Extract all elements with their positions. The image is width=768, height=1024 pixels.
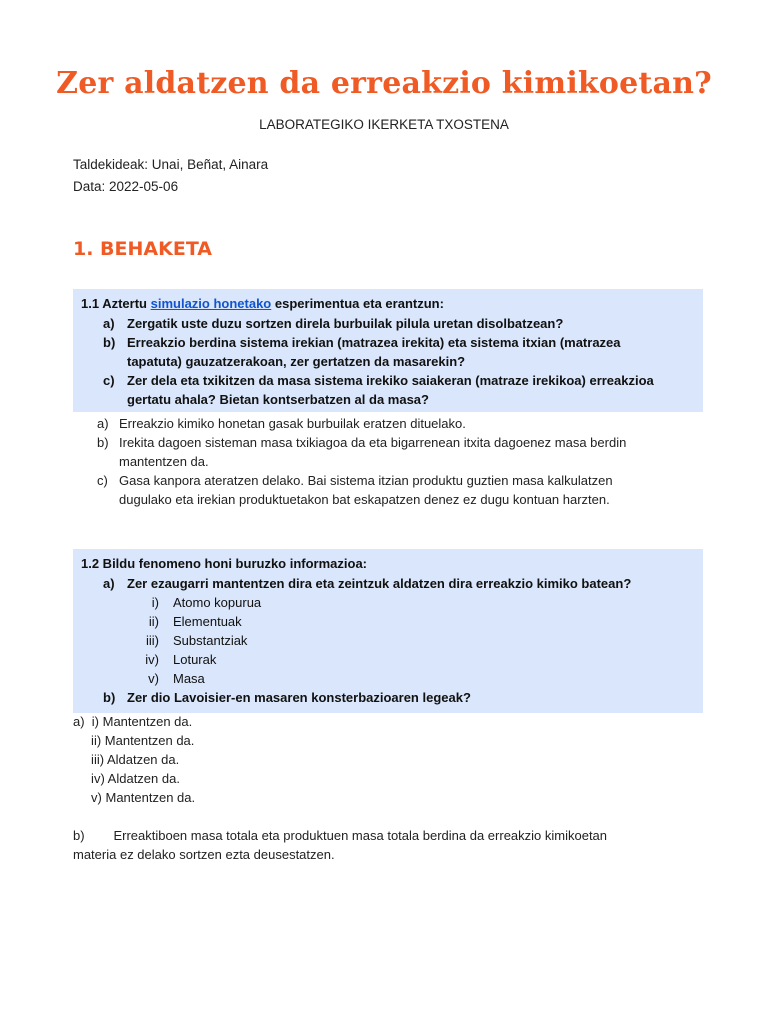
answers-1-2-a (73, 712, 195, 807)
sub-item (81, 612, 695, 631)
answer-item-text: Gasa kanpora ateratzen delako. Bai sistema itzian produktu guztien masa kalkulatzen (119, 473, 613, 488)
simulation-link[interactable]: simulazio honetako (150, 296, 272, 311)
question-1-1-heading (81, 294, 695, 314)
sub-item-label: i) (151, 595, 159, 610)
question-item-text: tapatuta) gauzatzerakoan, zer gertatzen da masarekin? (127, 354, 466, 369)
answers-1-1 (73, 414, 673, 509)
sub-item (81, 593, 695, 612)
document-title: Zer aldatzen da erreakzio kimikoetan? (56, 66, 712, 101)
sub-item-text: Elementuak (173, 614, 242, 629)
answer-line: materia ez delako sortzen ezta deusestatzen. (73, 847, 335, 862)
question-item-text: Zer dio Lavoisier-en masaren konsterbazioaren legeak? (127, 690, 471, 705)
question-item (81, 371, 695, 409)
answer-line: v) Mantentzen da. (73, 790, 196, 805)
sub-item-label: v) (148, 671, 159, 686)
sub-item-text: Masa (173, 671, 205, 686)
answer-1-2-b (73, 826, 607, 864)
answer-item (73, 414, 673, 433)
answer-item-label: c) (97, 473, 108, 488)
question-box-1-1 (73, 289, 703, 412)
section-heading-behaketa: 1. BEHAKETA (73, 238, 213, 260)
document-subtitle: LABORATEGIKO IKERKETA TXOSTENA (259, 117, 509, 132)
question-item-text: Zer dela eta txikitzen da masa sistema irekiko saiakeran (matraze irekikoa) erreakzioa (127, 373, 654, 388)
answer-item-text: mantentzen da. (119, 454, 209, 469)
answer-item-label: a) (97, 416, 109, 431)
sub-item-text: Substantziak (173, 633, 248, 648)
question-item (81, 688, 695, 707)
answer-item (73, 433, 673, 471)
sub-item-text: Loturak (173, 652, 217, 667)
answer-item-text: Irekita dagoen sisteman masa txikiagoa da eta bigarrenean itxita dagoenez masa berdin (119, 435, 627, 450)
sub-item (81, 650, 695, 669)
sub-item (81, 669, 695, 688)
question-item-label: b) (103, 335, 116, 350)
answer-line: iii) Aldatzen da. (73, 752, 180, 767)
question-item-label: b) (103, 690, 116, 705)
question-1-2-heading: 1.2 Bildu fenomeno honi buruzko informazioa: (81, 556, 368, 571)
answer-line: b) Erreaktiboen masa totala eta produktuen masa totala berdina da erreakzio kimikoetan (73, 828, 608, 843)
team-members: Taldekideak: Unai, Beñat, Ainara (73, 157, 269, 172)
sub-item (81, 631, 695, 650)
answer-item-text: Erreakzio kimiko honetan gasak burbuilak eratzen dituelako. (119, 416, 466, 431)
question-item (81, 333, 695, 371)
sub-item-label: iii) (146, 633, 159, 648)
question-item (81, 314, 695, 333)
answer-line: iv) Aldatzen da. (73, 771, 180, 786)
question-item-text: Zergatik uste duzu sortzen direla burbuilak pilula uretan disolbatzean? (127, 316, 564, 331)
sub-item-label: iv) (145, 652, 159, 667)
question-box-1-2 (73, 549, 703, 713)
sub-item-label: ii) (148, 614, 159, 629)
question-item-label: a) (103, 576, 115, 591)
question-item-label: a) (103, 316, 115, 331)
question-1-1-lead: 1.1 Aztertu (81, 296, 147, 311)
question-1-1-rest: esperimentua eta erantzun: (274, 296, 444, 311)
sub-item-text: Atomo kopurua (173, 595, 262, 610)
answer-item-label: b) (97, 435, 109, 450)
answer-line: a) i) Mantentzen da. (73, 714, 193, 729)
answer-item-text: dugulako eta irekian produktuetakon bat eskapatzen denez ez dugu kontuan harzten. (119, 492, 610, 507)
question-item (81, 574, 695, 593)
report-date: Data: 2022-05-06 (73, 179, 179, 194)
question-item-text: Erreakzio berdina sistema irekian (matrazea irekita) eta sistema itxian (matrazea (127, 335, 621, 350)
answer-item (73, 471, 673, 509)
question-item-text: Zer ezaugarri mantentzen dira eta zeintzuk aldatzen dira erreakzio kimiko batean? (127, 576, 632, 591)
question-item-text: gertatu ahala? Bietan kontserbatzen al da masa? (127, 392, 429, 407)
answer-line: ii) Mantentzen da. (73, 733, 195, 748)
question-item-label: c) (103, 373, 115, 388)
